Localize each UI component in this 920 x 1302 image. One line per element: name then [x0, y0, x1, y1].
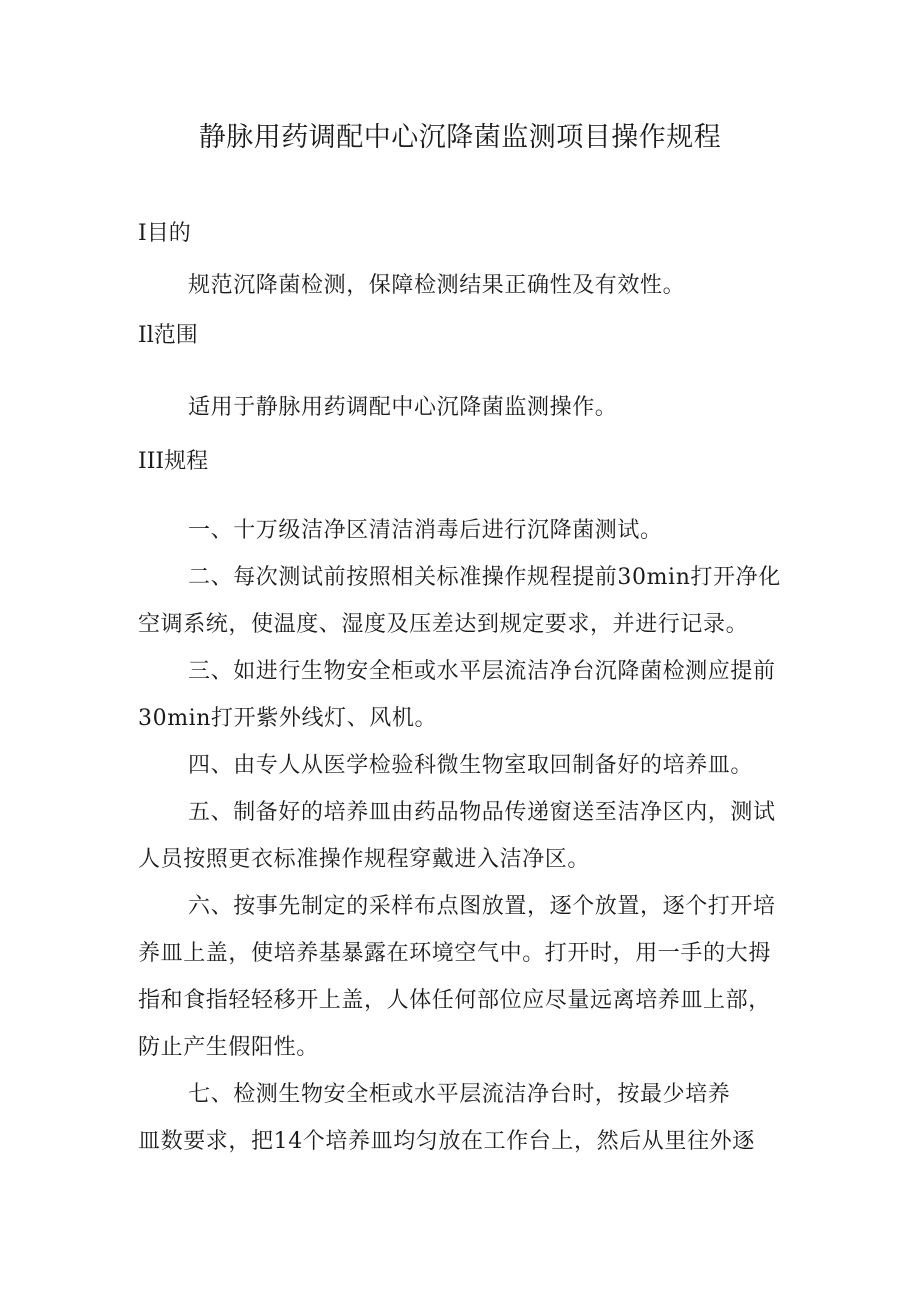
procedure-item-7: 七、检测生物安全柜或水平层流洁净台时，按最少培养 [188, 1082, 731, 1107]
procedure-item-6-cont-3: 防止产生假阳性。 [138, 1035, 319, 1060]
paragraph-line: 适用于静脉用药调配中心沉降菌监测操作。 [188, 395, 618, 420]
procedure-item-4: 四、由专人从医学检验科微生物室取回制备好的培养皿。 [188, 753, 754, 778]
section-heading-scope: Il范围 [138, 323, 198, 348]
procedure-item-2-cont: 空调系统，使温度、湿度及压差达到规定要求，并进行记录。 [138, 612, 749, 637]
procedure-body [138, 507, 798, 1165]
procedure-item-5-cont: 人员按照更衣标准操作规程穿戴进入洁净区。 [138, 847, 591, 872]
section-body-purpose [138, 262, 798, 309]
procedure-item-7-cont: 皿数要求，把14个培养皿均匀放在工作台上，然后从里往外逐 [138, 1129, 755, 1154]
procedure-item-1: 一、十万级洁净区清洁消毒后进行沉降菌测试。 [188, 518, 663, 543]
procedure-item-5: 五、制备好的培养皿由药品物品传递窗送至洁净区内，测试 [188, 800, 776, 825]
procedure-item-3: 三、如进行生物安全柜或水平层流洁净台沉降菌检测应提前 [188, 659, 776, 684]
procedure-item-6: 六、按事先制定的采样布点图放置，逐个放置，逐个打开培 [188, 894, 776, 919]
paragraph-line: 规范沉降菌检测，保障检测结果正确性及有效性。 [188, 273, 686, 298]
section-heading-procedure: III规程 [138, 449, 209, 474]
section-heading-purpose: I目的 [138, 221, 191, 246]
procedure-item-6-cont-1: 养皿上盖，使培养基暴露在环境空气中。打开时，用一手的大拇 [138, 941, 771, 966]
procedure-item-2: 二、每次测试前按照相关标准操作规程提前30min打开净化 [188, 565, 781, 590]
section-body-scope [138, 384, 798, 431]
document-title: 静脉用药调配中心沉降菌监测项目操作规程 [198, 122, 722, 153]
procedure-item-6-cont-2: 指和食指轻轻移开上盖，人体任何部位应尽量远离培养皿上部， [138, 988, 771, 1013]
procedure-item-3-cont: 30min打开紫外线灯、风机。 [138, 706, 438, 731]
